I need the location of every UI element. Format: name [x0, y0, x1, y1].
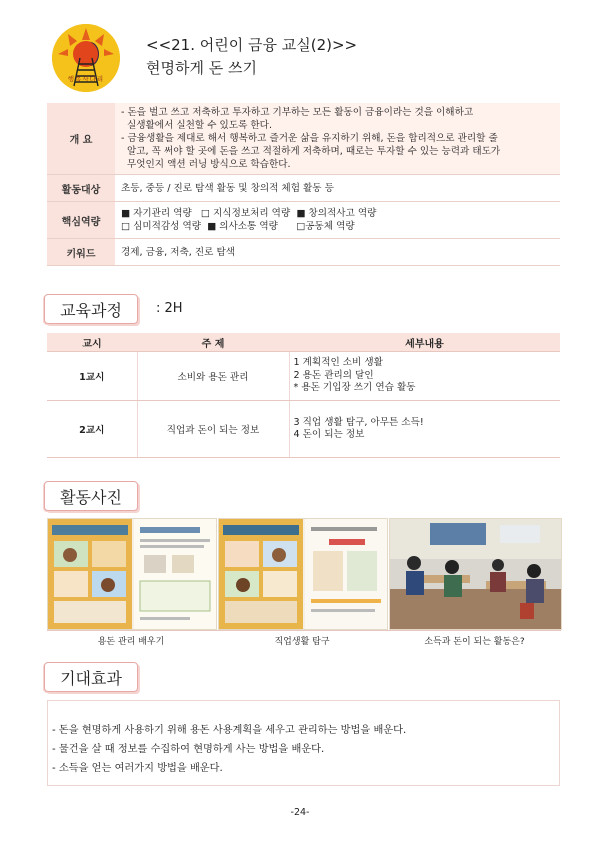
ladder-logo [52, 24, 120, 92]
column-header: 주 제 [137, 333, 289, 352]
activity-photo-classroom [389, 518, 562, 630]
period-cell: 2교시 [47, 401, 137, 458]
activity-photo-money-management [47, 518, 217, 630]
detail-line: 2 용돈 관리의 달인 [293, 369, 374, 381]
period-cell: 1교시 [47, 352, 137, 401]
keyword-label: 키워드 [47, 239, 115, 266]
curriculum-hours: : 2H [156, 301, 183, 316]
photo-caption: 소득과 돈이 되는 활동은? [424, 637, 525, 647]
table-row [47, 352, 560, 401]
curriculum-tag: 교육과정 [44, 294, 138, 324]
logo-text: 행복사다리 [67, 75, 105, 83]
topic-cell: 소비와 용돈 관리 [137, 352, 289, 401]
competency-line: □ 심미적감성 역량 ■ 의사소통 역량 □공동체 역량 [121, 221, 355, 232]
column-header: 교시 [47, 333, 137, 352]
table-row [47, 401, 560, 458]
target-label: 활동대상 [47, 175, 115, 202]
detail-line: 4 돈이 되는 정보 [293, 429, 365, 440]
lesson-subtitle: 현명하게 돈 쓰기 [146, 59, 257, 77]
effect-item: - 소득을 얻는 여러가지 방법을 배운다. [52, 763, 223, 774]
detail-line: 1 계획적인 소비 생활 [293, 357, 383, 369]
classroom-photo-image [390, 519, 561, 629]
column-header: 세부내용 [289, 333, 560, 352]
summary-line: 무엇인지 액션 러닝 방식으로 학습한다. [127, 159, 291, 170]
lesson-title: <<21. 어린이 금융 교실(2)>> [146, 36, 358, 54]
detail-cell [289, 352, 560, 401]
effect-item: - 돈을 현명하게 사용하기 위해 용돈 사용계획을 세우고 관리하는 방법을 배운다. [52, 725, 407, 736]
effects-box [47, 700, 560, 786]
summary-line: - 금융생활을 제대로 해서 행복하고 즐거운 삶을 유지하기 위해, 돈을 합리적으로 관리할 줄 [121, 133, 498, 144]
effect-item: - 물건을 살 때 정보를 수집하여 현명하게 사는 방법을 배운다. [52, 744, 325, 755]
detail-line: * 용돈 기입장 쓰기 연습 활동 [293, 382, 416, 394]
summary-line: 실생활에서 실천할 수 있도록 한다. [127, 120, 272, 131]
competency-label: 핵심역량 [47, 202, 115, 239]
textbook-spread-image [48, 519, 216, 629]
photo-caption: 용돈 관리 배우기 [97, 637, 165, 647]
summary-line: - 돈을 벌고 쓰고 저축하고 투자하고 기부하는 모든 활동이 금융이라는 것을 이해하고 [121, 107, 474, 118]
summary-cell [115, 103, 560, 175]
target-value: 초등, 중등 / 진로 탐색 활동 및 창의적 체험 활동 등 [115, 175, 560, 202]
topic-cell: 직업과 돈이 되는 정보 [137, 401, 289, 458]
textbook-spread-image [219, 519, 387, 629]
caption-divider [47, 630, 561, 631]
page-number: -24- [290, 807, 310, 818]
detail-cell [289, 401, 560, 458]
overview-table [47, 103, 560, 266]
summary-line: 알고, 꼭 써야 할 곳에 돈을 쓰고 적절하게 저축하며, 때로는 투자할 수 있는 능력과 태도가 [127, 146, 501, 157]
photo-caption: 직업생활 탐구 [274, 637, 330, 647]
activity-photo-career-exploration [218, 518, 388, 630]
competency-cell [115, 202, 560, 239]
competency-line: ■ 자기관리 역량 □ 지식정보처리 역량 ■ 창의적사고 역량 [121, 208, 377, 219]
summary-label: 개 요 [47, 103, 115, 175]
photos-tag: 활동사진 [44, 481, 138, 511]
keyword-value: 경제, 금융, 저축, 진로 탐색 [115, 239, 560, 266]
curriculum-table [47, 333, 560, 458]
effects-tag: 기대효과 [44, 662, 138, 692]
detail-line: 3 직업 생활 탐구, 아무튼 소득! [293, 416, 424, 428]
